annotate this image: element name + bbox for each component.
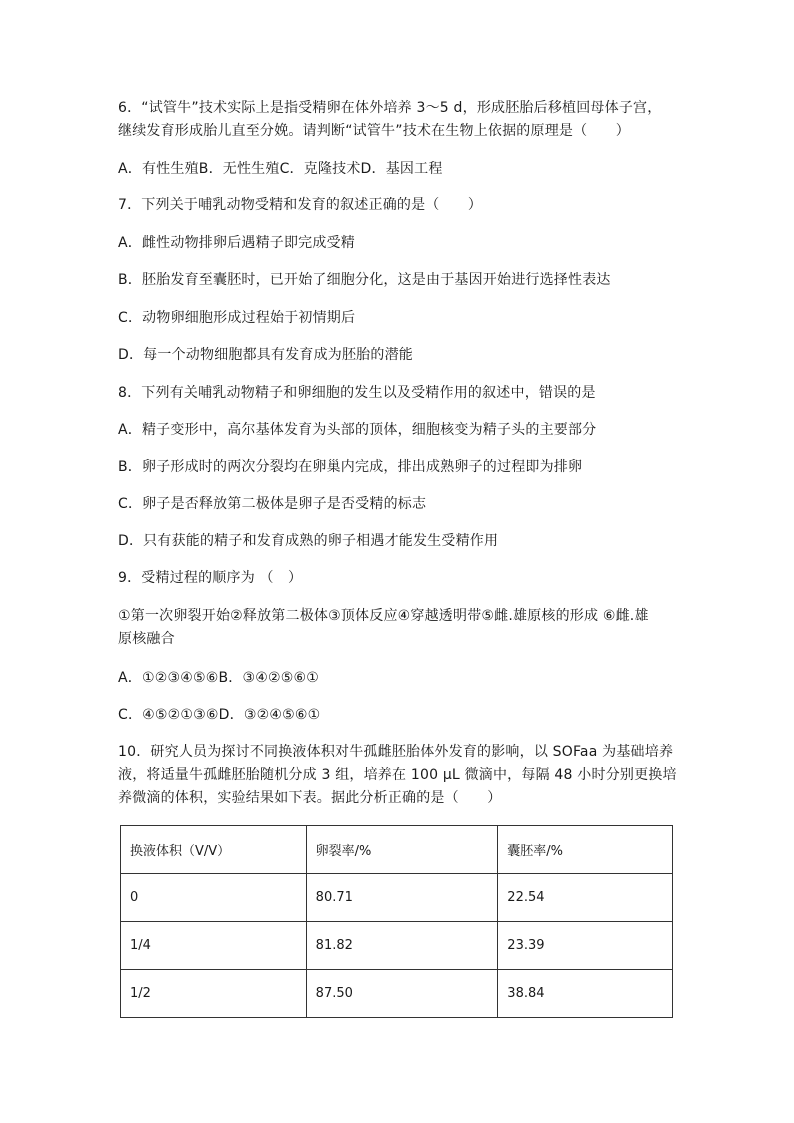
q9-stem: 9．受精过程的顺序为 （ ） xyxy=(118,570,303,586)
table-row xyxy=(121,874,673,922)
table-cell: 0 xyxy=(121,874,307,922)
q7-stem: 7．下列关于哺乳动物受精和发育的叙述正确的是（ ） xyxy=(118,197,483,213)
q9-steps-line1: ①第一次卵裂开始②释放第二极体③顶体反应④穿越透明带⑤雌.雄原核的形成 ⑥雌.雄 xyxy=(118,608,649,624)
q9-options-ab: A．①②③④⑤⑥B．③④②⑤⑥① xyxy=(118,670,319,686)
table-row xyxy=(121,922,673,970)
table-cell: 81.82 xyxy=(306,922,498,970)
q7-option-d: D．每一个动物细胞都具有发育成为胚胎的潜能 xyxy=(118,347,413,363)
results-table xyxy=(120,825,673,1018)
q9-steps-line2: 原核融合 xyxy=(118,631,175,647)
q6-stem-line1: 6．“试管牛”技术实际上是指受精卵在体外培养 3～5 d，形成胚胎后移植回母体子宫， xyxy=(118,100,662,116)
q7-option-a: A．雌性动物排卵后遇精子即完成受精 xyxy=(118,235,355,251)
table-header-cell: 囊胚率/% xyxy=(498,826,673,874)
q10-stem-line1: 10．研究人员为探讨不同换液体积对牛孤雌胚胎体外发育的影响，以 SOFaa 为基础培养 xyxy=(118,744,674,760)
q9-options-cd: C．④⑤②①③⑥D．③②④⑤⑥① xyxy=(118,707,321,723)
table-cell: 1/2 xyxy=(121,970,307,1018)
q8-option-a: A．精子变形中，高尔基体发育为头部的顶体，细胞核变为精子头的主要部分 xyxy=(118,422,597,438)
table-cell: 1/4 xyxy=(121,922,307,970)
q10-stem-line3: 养微滴的体积，实验结果如下表。据此分析正确的是（ ） xyxy=(118,790,502,806)
table-row xyxy=(121,970,673,1018)
table-cell: 87.50 xyxy=(306,970,498,1018)
q6-options: A．有性生殖B．无性生殖C．克隆技术D．基因工程 xyxy=(118,161,443,177)
table-cell: 23.39 xyxy=(498,922,673,970)
q10-stem-line2: 液，将适量牛孤雌胚胎随机分成 3 组，培养在 100 μL 微滴中，每隔 48 小时分别更换培 xyxy=(118,767,677,783)
q8-option-d: D．只有获能的精子和发育成熟的卵子相遇才能发生受精作用 xyxy=(118,533,499,549)
table-cell: 22.54 xyxy=(498,874,673,922)
q8-option-b: B．卵子形成时的两次分裂均在卵巢内完成，排出成熟卵子的过程即为排卵 xyxy=(118,459,583,475)
table-header-cell: 卵裂率/% xyxy=(306,826,498,874)
table-cell: 80.71 xyxy=(306,874,498,922)
table-cell: 38.84 xyxy=(498,970,673,1018)
table-header-cell: 换液体积（V/V） xyxy=(121,826,307,874)
table-header-row xyxy=(121,826,673,874)
q7-option-b: B．胚胎发育至囊胚时，已开始了细胞分化，这是由于基因开始进行选择性表达 xyxy=(118,272,611,288)
q7-option-c: C．动物卵细胞形成过程始于初情期后 xyxy=(118,310,356,326)
q8-option-c: C．卵子是否释放第二极体是卵子是否受精的标志 xyxy=(118,496,427,512)
q6-stem-line2: 继续发育形成胎儿直至分娩。请判断“试管牛”技术在生物上依据的原理是（ ） xyxy=(118,123,630,139)
q8-stem: 8．下列有关哺乳动物精子和卵细胞的发生以及受精作用的叙述中，错误的是 xyxy=(118,385,596,401)
